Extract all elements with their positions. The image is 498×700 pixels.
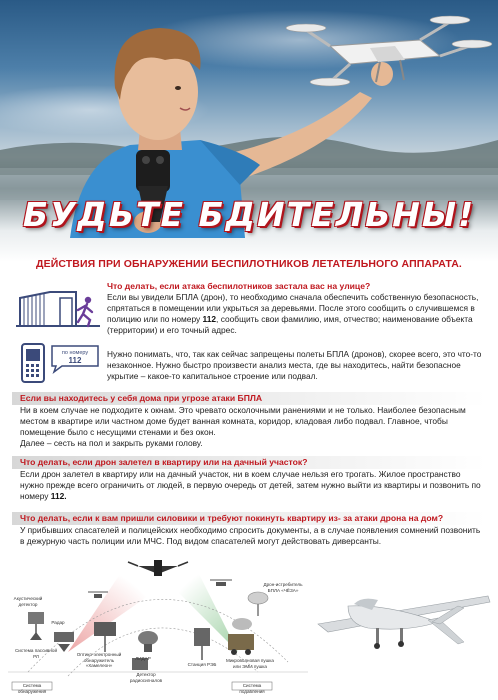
street-attack-text <box>107 292 487 336</box>
label-ew-station: Станция РЭБ <box>187 662 217 667</box>
security-forces-body <box>20 525 482 547</box>
interceptor-drone-icon <box>210 580 232 586</box>
satellite-dish-icon <box>248 592 268 616</box>
home-threat-body <box>20 405 482 449</box>
microwave-cannon-icon <box>228 618 254 655</box>
phone-icon <box>18 342 102 384</box>
page-title: ДЕЙСТВИЯ ПРИ ОБНАРУЖЕНИИ БЕСПИЛОТНИКОВ ЛЕТАТЕЛЬНОГО АППАРАТА. <box>36 258 462 270</box>
label-radar: Радар <box>51 620 65 625</box>
apartment-drone-text-part: Если дрон залетел в квартиру или на дачный участок, ни в коем случае нельзя его трогать. Жилое пространство нужно прежде всего ограничить от людей, в первую очередь от детей, затем нужно выйти из квартиры и позвонить по номеру <box>20 469 481 501</box>
security-forces-text: У прибывших спасателей и полицейских необходимо спросить документы, а в случае появления сомнений позвонить в дежурную часть полиции или МЧС. Под видом спасателей могут действовать диверсанты. <box>20 525 481 546</box>
acoustic-detector-icon <box>28 612 44 640</box>
phone-bubble-label: по номеру <box>61 350 89 356</box>
street-attack-text-part2: , сообщить свои фамилию, имя, отчество; наименование объекта (территории) и его точный адрес. <box>107 314 473 335</box>
label-lidar: ЛИДАР <box>135 656 151 661</box>
label-passive: Система пассивной РЛ <box>14 648 58 659</box>
label-detect-system: Система обнаружения <box>17 683 47 694</box>
lidar-icon <box>138 631 158 652</box>
apartment-drone-title: Что делать, если дрон залетел в квартиру или на дачный участок? <box>12 456 486 469</box>
phone-bubble-number: 112 <box>68 356 82 365</box>
notice-text: Нужно понимать, что, так как сейчас запрещены полеты БПЛА (дронов), скорее всего, это что-то незаконное. Нужно быстро произвести анализ места, где вы находитесь, найти безопасное укрытие – какое-то капитальное строение или подвал. <box>107 349 482 381</box>
home-threat-text-2: Далее – сесть на пол и закрыть руками голову. <box>20 438 203 448</box>
notice-block <box>107 349 487 382</box>
apartment-drone-body <box>20 469 482 502</box>
label-suppress-system: Система подавления <box>239 683 265 694</box>
optical-detector-icon <box>94 622 116 652</box>
security-forces-title: Что делать, если к вам пришли силовики и требуют покинуть квартиру из- за атаки дрона на дом? <box>12 512 486 525</box>
street-attack-title: Что делать, если атака беспилотников застала вас на улице? <box>107 281 371 291</box>
running-person-icon <box>16 284 100 328</box>
hero-banner <box>0 0 498 262</box>
label-acoustic: Акустический детектор <box>13 596 43 607</box>
counter-drone-infographic <box>8 552 308 694</box>
home-threat-title: Если вы находитесь у себя дома при угрозе атаки БПЛА <box>12 392 486 405</box>
street-attack-block <box>107 281 487 336</box>
street-attack-text-part1: Если вы увидели БПЛА (дрон), то необходимо сначала обеспечить собственную безопасность, спрятаться в помещении или укрыться за деревьями. После этого сообщить о случившемся в полицию или по номеру <box>107 292 479 324</box>
apartment-drone-text <box>20 469 482 502</box>
label-optical: Оптико-электронный обнаружитель «Хамелеон» <box>76 652 122 669</box>
slogan: БУДЬТЕ БДИТЕЛЬНЫ! <box>22 195 476 234</box>
home-threat-text: Ни в коем случае не подходите к окнам. Это чревато осколочными ранениями и не только. Наиболее безопасным местом в квартире или частном доме будет ванная комната, коридор, кладовая либо подвал. Главное, чтобы помещение было с несущими стенами и без окон. <box>20 405 466 437</box>
label-radio-detector: Детектор радиосигналов <box>129 672 163 683</box>
label-interceptor: Дрон-истребитель БПЛА «ЧЁЗА» <box>263 582 303 593</box>
apartment-emergency-number: 112. <box>50 491 67 501</box>
ew-station-icon <box>194 628 210 660</box>
emergency-number: 112 <box>202 314 217 324</box>
military-drone-image <box>308 566 496 662</box>
label-microwave: Микроволновая пушка или ЭМИ пушка <box>226 658 274 669</box>
